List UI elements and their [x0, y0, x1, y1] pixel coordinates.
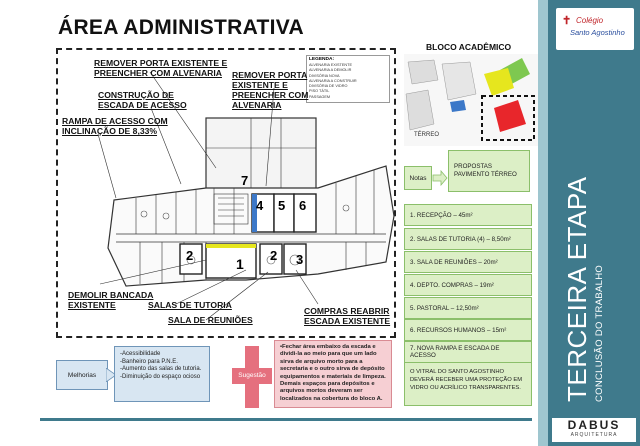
annotation-sala-reunioes: SALA DE REUNIÕES: [168, 315, 253, 325]
melhorias-label: Melhorias: [56, 360, 108, 390]
legend-item: DIVISÓRIA NOVA: [309, 73, 340, 78]
melhorias-item: -Aumento das salas de tutoria.: [120, 366, 202, 372]
legend-item: ALVENARIA EXISTENTE: [309, 63, 352, 67]
stage-title: TERCEIRA ETAPA: [562, 176, 592, 402]
dabus-logo: DABUS ARQUITETURA: [552, 418, 636, 442]
annotation-salas-tutoria: SALAS DE TUTORIA: [148, 300, 232, 310]
melhorias-item: -Acessibilidade: [120, 351, 161, 357]
notes-box: Notas: [404, 166, 432, 190]
list-item: 1. RECEPÇÃO – 45m²: [404, 204, 532, 226]
annotation-compras-reabrir: COMPRAS REABRIR ESCADA EXISTENTE: [304, 306, 391, 326]
room-number-3: 3: [296, 252, 304, 267]
school-logo: ✝ Colégio Santo Agostinho: [556, 8, 634, 50]
room-number-7: 7: [241, 173, 249, 188]
room-number-5: 5: [278, 198, 286, 213]
sidebar-strip: [538, 0, 548, 446]
annotation-demolir-bancada: DEMOLIR BANCADA EXISTENTE: [68, 290, 154, 310]
room-number-1: 1: [236, 256, 244, 272]
bottom-divider: [40, 418, 532, 421]
legend: [306, 55, 390, 103]
room-number-2a: 2: [186, 248, 194, 263]
room-number-6: 6: [299, 198, 307, 213]
annotation-rampa-acesso: RAMPA DE ACESSO COM INCLINAÇÃO DE 8,33%: [62, 116, 168, 136]
list-item: 5. PASTORAL – 12,50m²: [404, 297, 532, 319]
terreo-label: TÉRREO: [414, 132, 440, 138]
list-item: 6. RECURSOS HUMANOS – 15m²: [404, 319, 532, 341]
legend-item: DIVISÓRIA DE VIDRO: [309, 84, 348, 89]
sugestao-label: Sugestão: [238, 372, 266, 379]
room-number-2b: 2: [270, 248, 278, 263]
melhorias-item: -Diminuição do espaço ocioso: [120, 373, 201, 380]
sugestao-text: •Fechar área embaixo da escada e dividi-la ao meio para que um lado sirva de arquivo morto para a secretaria e o outro sirva de depósito equipamentos e materiais de limpeza. Demais espaços para depósitos e arquivos mortos deveram ser localizados na cobertura do bloco A.: [274, 340, 392, 408]
room-number-4: 4: [256, 198, 264, 213]
stage-subtitle: CONCLUSÃO DO TRABALHO: [594, 264, 605, 402]
legend-item: ALVENARIA A CONSTRUIR: [309, 78, 357, 83]
annotation-construcao-escada: CONSTRUÇÃO DE ESCADA DE ACESSO: [98, 90, 187, 110]
list-item: 3. SALA DE REUNIÕES – 20m²: [404, 251, 532, 273]
list-item: 7. NOVA RAMPA E ESCADA DE ACESSO: [404, 341, 532, 363]
legend-title: LEGENDA:: [309, 57, 335, 62]
arrow-right-icon: [432, 170, 448, 186]
legend-item: PASSAGEM: [309, 94, 331, 99]
sidebar-vertical-title: [548, 140, 640, 440]
page-title: ÁREA ADMINISTRATIVA: [58, 16, 305, 39]
melhorias-item: -Banheiro para P.N.E.: [120, 358, 178, 365]
logo-crest-icon: ✝: [562, 15, 572, 27]
bloco-academico-label: BLOCO ACADÊMICO: [426, 42, 512, 52]
list-item: 2. SALAS DE TUTORIA (4) – 8,50m²: [404, 228, 532, 250]
annotation-remover-porta-1: REMOVER PORTA EXISTENTE E PREENCHER COM ALVENARIA: [94, 58, 228, 78]
annotation-remover-porta-2: REMOVER PORTA EXISTENTE E PREENCHER COM ALVENARIA: [232, 70, 309, 110]
legend-item: ALVENARIA A DEMOLIR: [309, 68, 352, 73]
propostas-box: PROPOSTAS PAVIMENTO TÉRREO: [448, 150, 530, 192]
melhorias-list: [114, 346, 210, 402]
list-item: 4. DEPTO. COMPRAS – 19m²: [404, 274, 532, 296]
legend-item: PISO TÁTIL: [309, 89, 330, 94]
vitral-note: O VITRAL DO SANTO AGOSTINHO DEVERÁ RECEBER UMA PROTEÇÃO EM VIDRO OU ACRÍLICO TRANSPARENTES.: [404, 362, 532, 406]
recepcao-highlight: [206, 244, 256, 248]
